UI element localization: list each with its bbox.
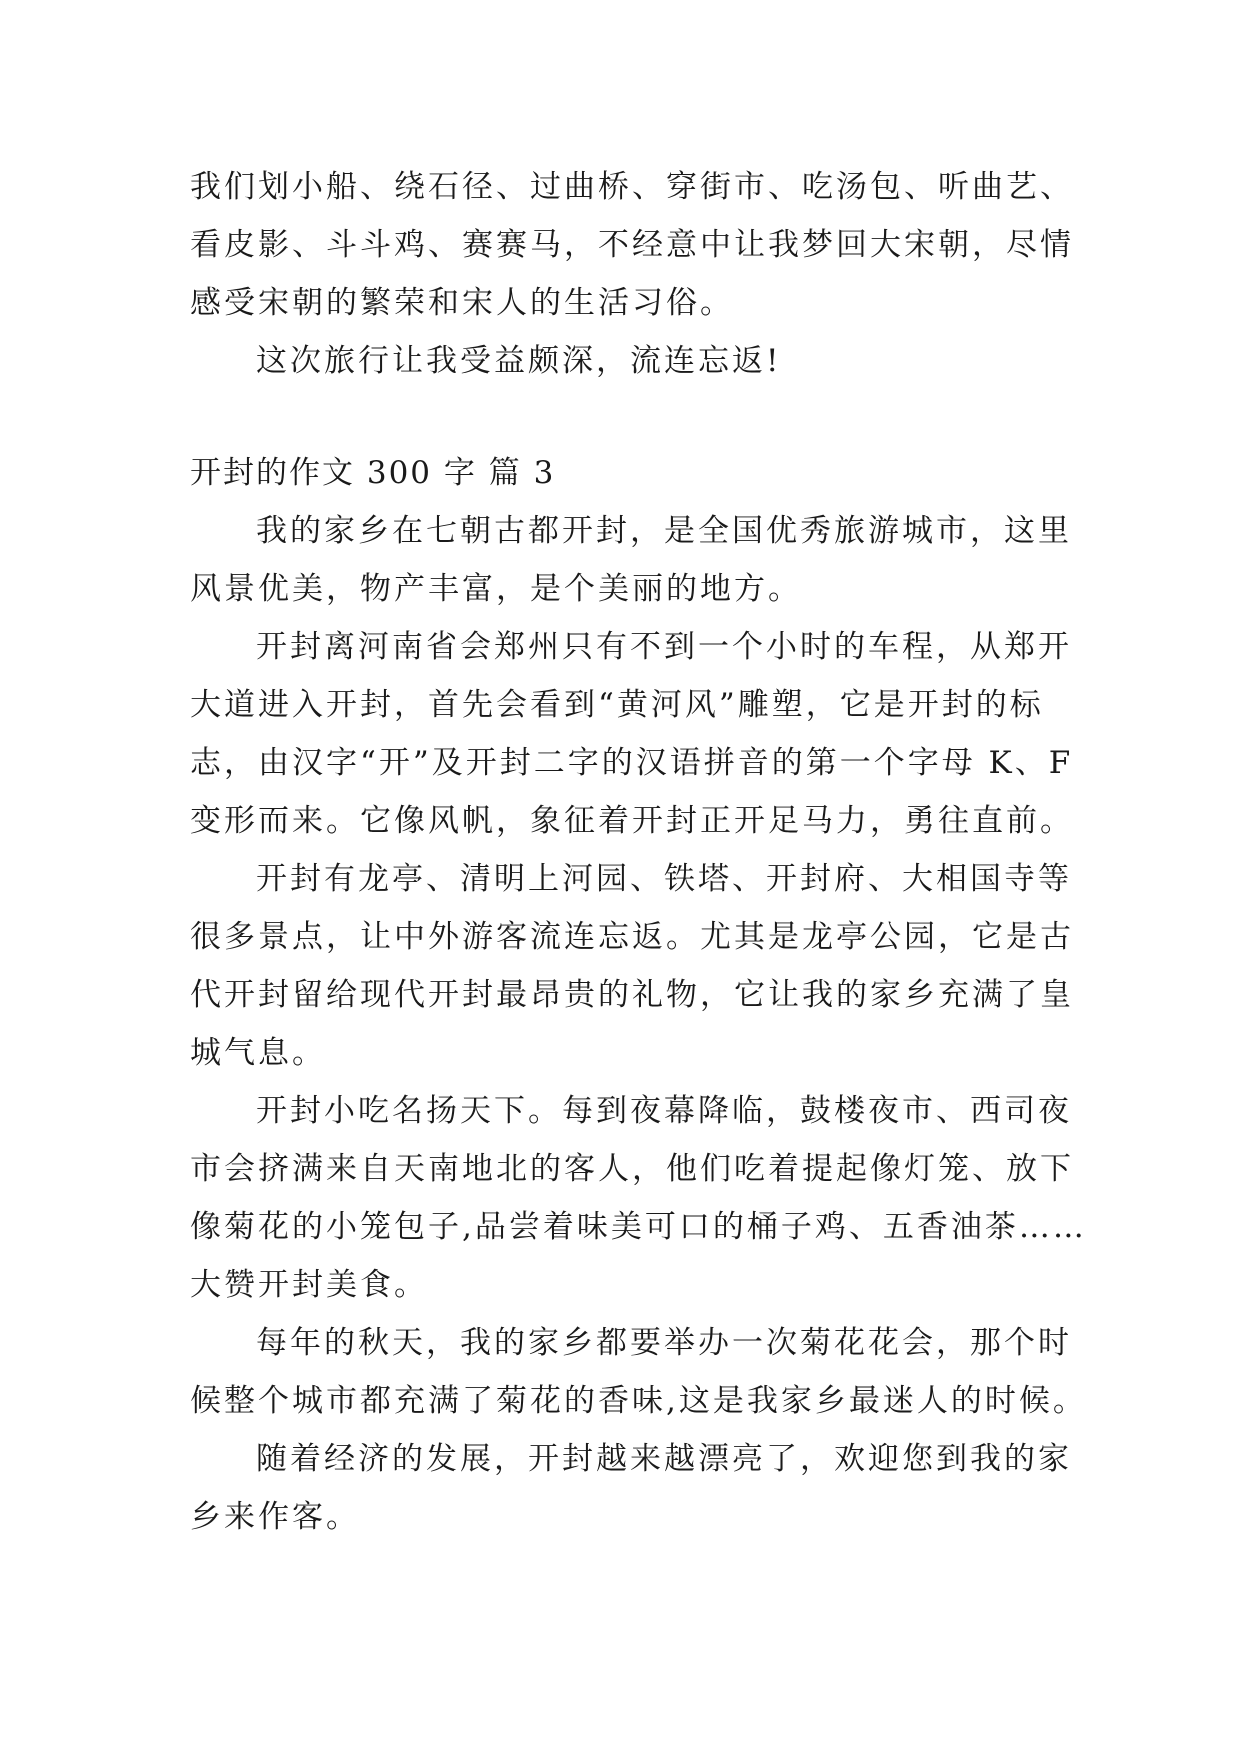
- text-line: 看皮影、斗斗鸡、赛赛马，不经意中让我梦回大宋朝，尽情: [190, 227, 1074, 263]
- text-line: 大道进入开封，首先会看到“黄河风”雕塑，它是开封的标: [190, 687, 1044, 723]
- paragraph: [190, 1082, 1087, 1314]
- document-page: [190, 158, 1087, 1546]
- text-line: 开封有龙亭、清明上河园、铁塔、开封府、大相国寺等: [256, 861, 1072, 897]
- text-line: 大赞开封美食。: [190, 1267, 428, 1303]
- text-line: 我的家乡在七朝古都开封，是全国优秀旅游城市，这里: [256, 513, 1072, 549]
- text-line: 风景优美，物产丰富，是个美丽的地方。: [190, 571, 802, 607]
- text-line: 随着经济的发展，开封越来越漂亮了，欢迎您到我的家: [256, 1441, 1072, 1477]
- paragraph: [190, 502, 1070, 618]
- text-line: 变形而来。它像风帆，象征着开封正开足马力，勇往直前。: [190, 803, 1074, 839]
- text-line: 乡来作客。: [190, 1499, 360, 1535]
- text-line: 这次旅行让我受益颇深，流连忘返!: [256, 343, 782, 379]
- text-line: 志，由汉字“开”及开封二字的汉语拼音的第一个字母 K、F: [190, 745, 1074, 781]
- paragraph: [190, 1430, 1070, 1546]
- text-line: 我们划小船、绕石径、过曲桥、穿街市、吃汤包、听曲艺、: [190, 169, 1074, 205]
- section-title: 开封的作文 300 字 篇 3: [190, 455, 556, 491]
- text-line: 像菊花的小笼包子,品尝着味美可口的桶子鸡、五香油茶……: [190, 1209, 1087, 1245]
- paragraph: [190, 332, 1070, 390]
- text-line: 很多景点，让中外游客流连忘返。尤其是龙亭公园，它是古: [190, 919, 1074, 955]
- text-line: 城气息。: [190, 1035, 326, 1071]
- text-line: 每年的秋天，我的家乡都要举办一次菊花花会，那个时: [256, 1325, 1072, 1361]
- text-line: 市会挤满来自天南地北的客人，他们吃着提起像灯笼、放下: [190, 1151, 1074, 1187]
- paragraph: [190, 158, 1074, 332]
- section-spacer: [190, 390, 1070, 444]
- paragraph: [190, 618, 1074, 850]
- text-line: 开封离河南省会郑州只有不到一个小时的车程，从郑开: [256, 629, 1072, 665]
- text-line: 开封小吃名扬天下。每到夜幕降临，鼓楼夜市、西司夜: [256, 1093, 1072, 1129]
- text-line: 感受宋朝的繁荣和宋人的生活习俗。: [190, 285, 734, 321]
- text-line: 代开封留给现代开封最昂贵的礼物，它让我的家乡充满了皇: [190, 977, 1074, 1013]
- text-line: 候整个城市都充满了菊花的香味,这是我家乡最迷人的时候。: [190, 1383, 1087, 1419]
- paragraph: [190, 850, 1074, 1082]
- paragraph: [190, 1314, 1087, 1430]
